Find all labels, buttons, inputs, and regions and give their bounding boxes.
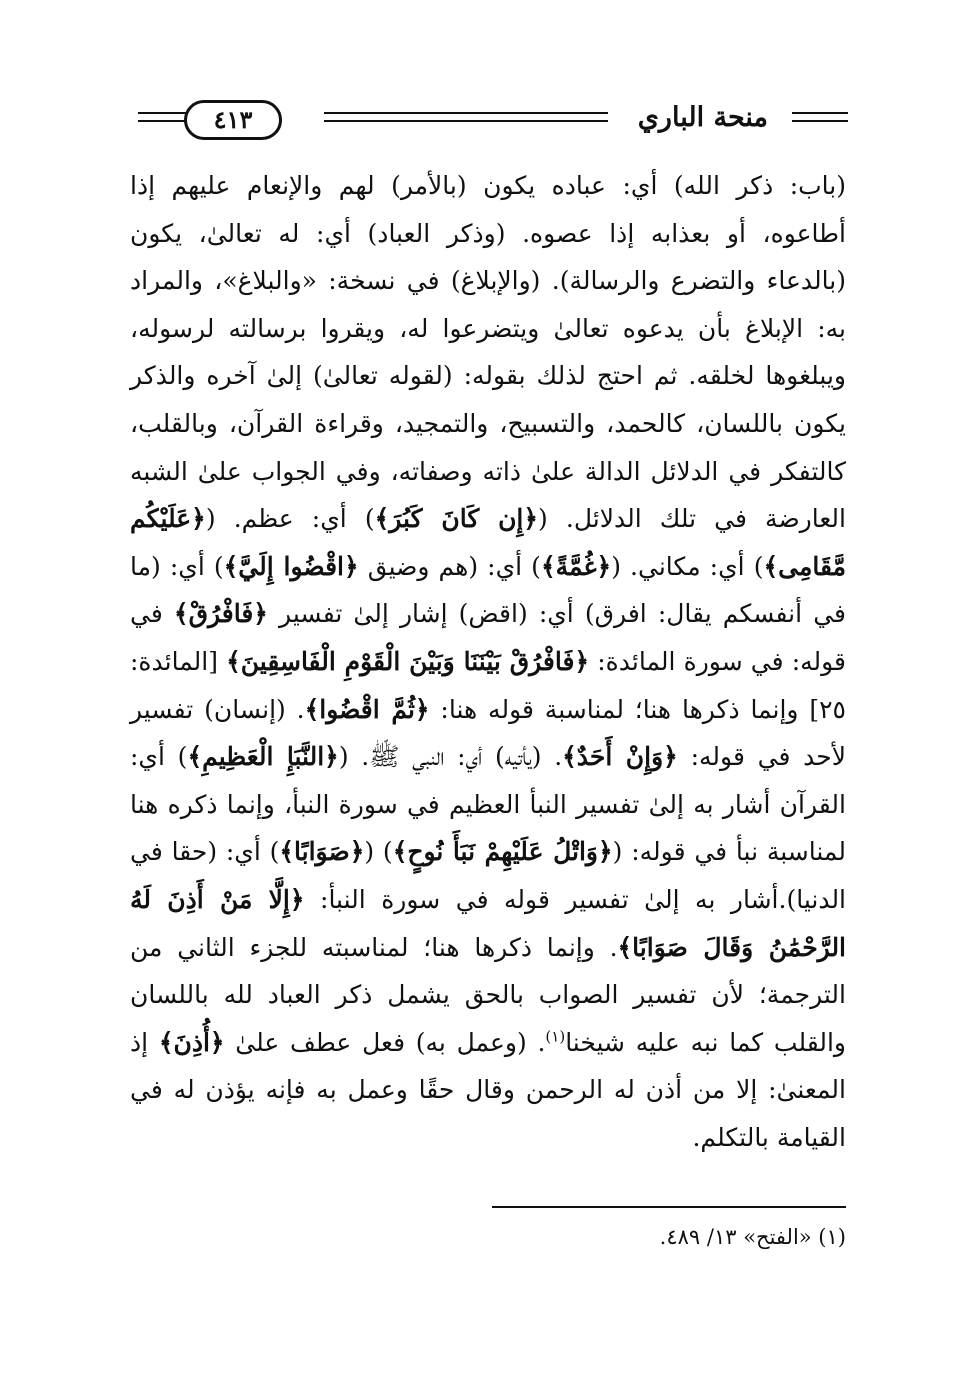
quran-quote: ﴿وَإِنْ أَحَدٌ﴾ (562, 742, 678, 772)
header-rule-left-bottom (138, 120, 186, 122)
header-rule-right-top (792, 112, 848, 114)
header-rule-right-bottom (792, 120, 848, 122)
quran-quote: ﴿صَوَابًا﴾ (279, 837, 365, 867)
text-segment: . (إنسان) تفسير لأحد في قوله: (130, 694, 846, 772)
quran-quote: ﴿فَافْرُقْ﴾ (173, 599, 268, 629)
page-number: ٤١٣ (184, 100, 282, 140)
text-segment: ) أي: (حقا في الدنيا).أشار به إلىٰ تفسير قوله في سورة النبأ: (130, 837, 847, 914)
quran-quote: ﴿عَلَيْكُم مَّقَامِى﴾ (130, 504, 847, 581)
quran-quote: ﴿غُمَّةً﴾ (540, 551, 612, 581)
text-segment: ) أي: (ما في أنفسكم يقال: افرق) أي: (اقض) إشار إلىٰ تفسير (130, 551, 846, 629)
quran-quote: ﴿وَاتْلُ عَلَيْهِمْ نَبَأَ نُوحٍ﴾ (392, 837, 613, 867)
text-segment: ) أي: (هم وضيق (358, 551, 541, 581)
quran-quote: ﴿أُذِنَ﴾ (158, 1027, 225, 1057)
text-segment: ) ( (364, 837, 393, 867)
text-segment: إذ المعنىٰ: إلا من أذن له الرحمن وقال حقًا وعمل به فإنه يؤذن له في القيامة بالتكلم. (130, 1027, 846, 1152)
text-segment: . (يأتيه) أي: النبي ﷺ. ( (338, 742, 563, 772)
footnote-marker: (١) (545, 1027, 566, 1046)
quran-quote: ﴿النَّبَإِ الْعَظِيمِ﴾ (187, 742, 339, 772)
header-rule-left-top (138, 112, 186, 114)
commentary-text (130, 162, 846, 1161)
text-segment: ) أي: القرآن أشار به إلىٰ تفسير النبأ العظيم في سورة النبأ، وإنما ذكره هنا لمناسبة نبأ في قوله: ( (130, 742, 846, 867)
text-segment: [المائدة: ٢٥] وإنما ذكرها هنا؛ لمناسبة قوله هنا: (130, 646, 846, 724)
book-title: منحة الباري (637, 102, 768, 133)
quran-quote: ﴿ثُمَّ اقْضُوا﴾ (304, 694, 430, 724)
footnote-separator (492, 1206, 846, 1208)
text-segment: في قوله: في سورة المائدة: (130, 599, 847, 676)
text-segment: . (وعمل به) فعل عطف علىٰ (224, 1027, 546, 1057)
quran-quote: ﴿فَافْرُقْ بَيْنَنَا وَبَيْنَ الْقَوْمِ الْفَاسِقِينَ﴾ (226, 646, 590, 676)
text-segment: . وإنما ذكرها هنا؛ لمناسبته للجزء الثاني من الترجمة؛ لأن تفسير الصواب بالحق يشمل ذكر العباد لله باللسان والقلب كما نبه عليه شيخنا (130, 932, 847, 1057)
quran-quote: ﴿إِلَّا مَنْ أَذِنَ لَهُ الرَّحْمَٰنُ وَقَالَ صَوَابًا﴾ (130, 884, 847, 962)
header-rule-middle-top (324, 112, 608, 114)
quran-quote: ﴿اقْضُوا إِلَيَّ﴾ (223, 551, 359, 581)
commentary-paragraph (130, 162, 846, 1161)
header-rule-middle-bottom (324, 120, 608, 122)
text-segment: ) أي: عظم. ( (205, 504, 375, 534)
text-segment: (باب: ذكر الله) أي: عباده يكون (بالأمر) لهم والإنعام عليهم إذا أطاعوه، أو بعذابه إذا عصوه. (وذكر العباد) أي: له تعالىٰ، يكون (بالدعاء والتضرع والرسالة). (والإبلاغ) في نسخة: «والبلاغ»، والمراد به: الإبلاغ بأن يدعوه تعالىٰ ويتضرعوا له، ويقروا برسالته لرسوله، ويبلغوها لخلقه. ثم احتج لذلك بقوله: (لقوله تعالىٰ) إلىٰ آخره والذكر يكون باللسان، كالحمد، والتسبيح، والتمجيد، وقراءة القرآن، وبالقلب، كالتفكر في الدلائل الدالة علىٰ ذاته وصفاته، وفي الجواب علىٰ الشبه العارضة في تلك الدلائل. ( (130, 171, 846, 534)
page-header (138, 98, 848, 142)
quran-quote: ﴿إِن كَانَ كَبُرَ﴾ (374, 504, 539, 534)
text-segment: ) أي: مكاني. ( (611, 551, 764, 581)
footnote: (١) «الفتح» ١٣/ ٤٨٩. (659, 1225, 846, 1249)
